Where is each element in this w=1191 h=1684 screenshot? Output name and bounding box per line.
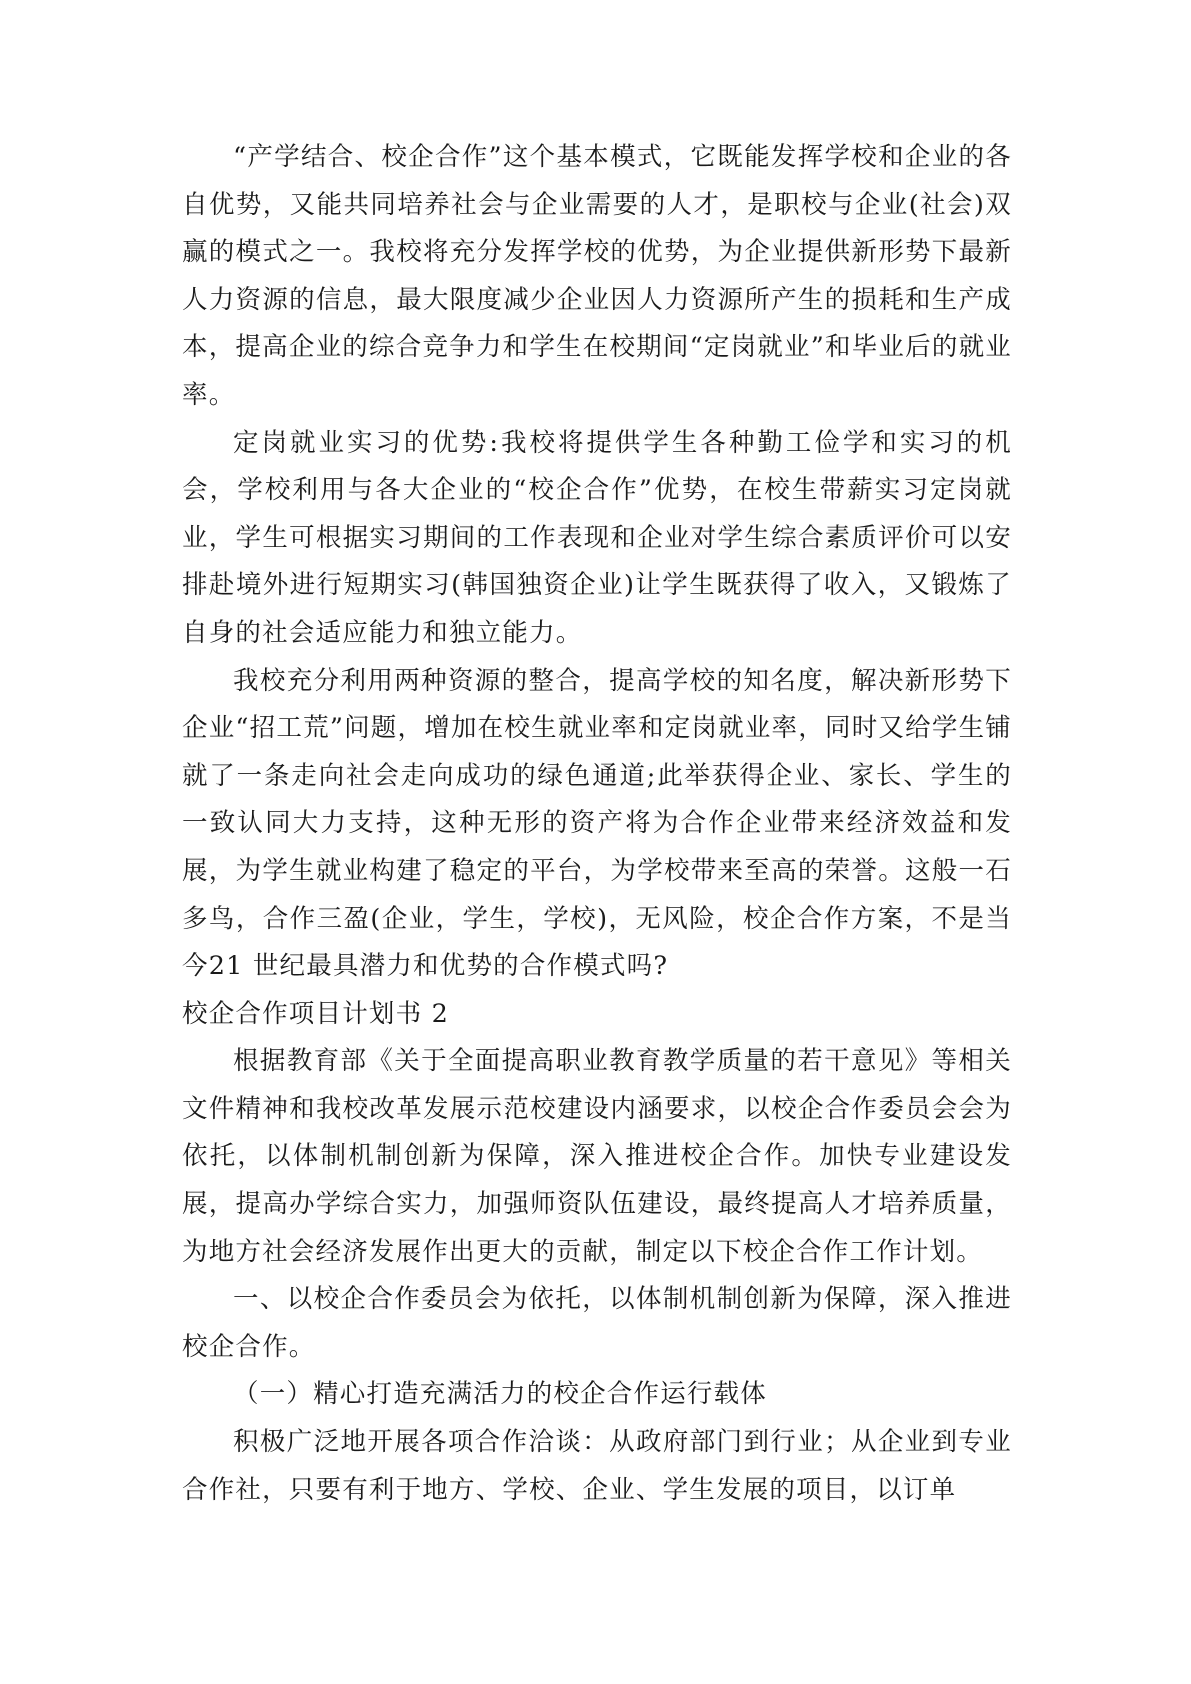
document-body: [182, 134, 1012, 1514]
paragraph-plan-basis: 根据教育部《关于全面提高职业教育教学质量的若干意见》等相关文件精神和我校改革发展示范校建设内涵要求，以校企合作委员会会为依托，以体制机制创新为保障，深入推进校企合作。加快专业建设发展，提高办学综合实力，加强师资队伍建设，最终提高人才培养质量，为地方社会经济发展作出更大的贡献，制定以下校企合作工作计划。: [182, 1046, 1012, 1267]
paragraph-negotiations: 积极广泛地开展各项合作洽谈：从政府部门到行业；从企业到专业合作社，只要有利于地方、学校、企业、学生发展的项目，以订单: [182, 1427, 1012, 1505]
subsection-title: （一）精心打造充满活力的校企合作运行载体: [233, 1379, 768, 1410]
paragraph-intro: “产学结合、校企合作”这个基本模式，它既能发挥学校和企业的各自优势，又能共同培养社会与企业需要的人才，是职校与企业(社会)双赢的模式之一。我校将充分发挥学校的优势，为企业提供新形势下最新人力资源的信息，最大限度减少企业因人力资源所产生的损耗和生产成本，提高企业的综合竞争力和学生在校期间“定岗就业”和毕业后的就业率。: [182, 142, 1012, 410]
paragraph-resource-integration: 我校充分利用两种资源的整合，提高学校的知名度，解决新形势下企业“招工荒”问题，增加在校生就业率和定岗就业率，同时又给学生铺就了一条走向社会走向成功的绿色通道;此举获得企业、家长、学生的一致认同大力支持，这种无形的资产将为合作企业带来经济效益和发展，为学生就业构建了稳定的平台，为学校带来至高的荣誉。这般一石多鸟，合作三盈(企业，学生，学校)，无风险，校企合作方案，不是当今21 世纪最具潜力和优势的合作模式吗?: [182, 665, 1012, 982]
paragraph-section-one: 一、以校企合作委员会为依托，以体制机制创新为保障，深入推进校企合作。: [182, 1284, 1012, 1362]
section-title: 校企合作项目计划书 2: [182, 998, 450, 1029]
paragraph-internship-advantage: 定岗就业实习的优势:我校将提供学生各种勤工俭学和实习的机会，学校利用与各大企业的“校企合作”优势，在校生带薪实习定岗就业，学生可根据实习期间的工作表现和企业对学生综合素质评价可以安排赴境外进行短期实习(韩国独资企业)让学生既获得了收入，又锻炼了自身的社会适应能力和独立能力。: [182, 427, 1012, 648]
